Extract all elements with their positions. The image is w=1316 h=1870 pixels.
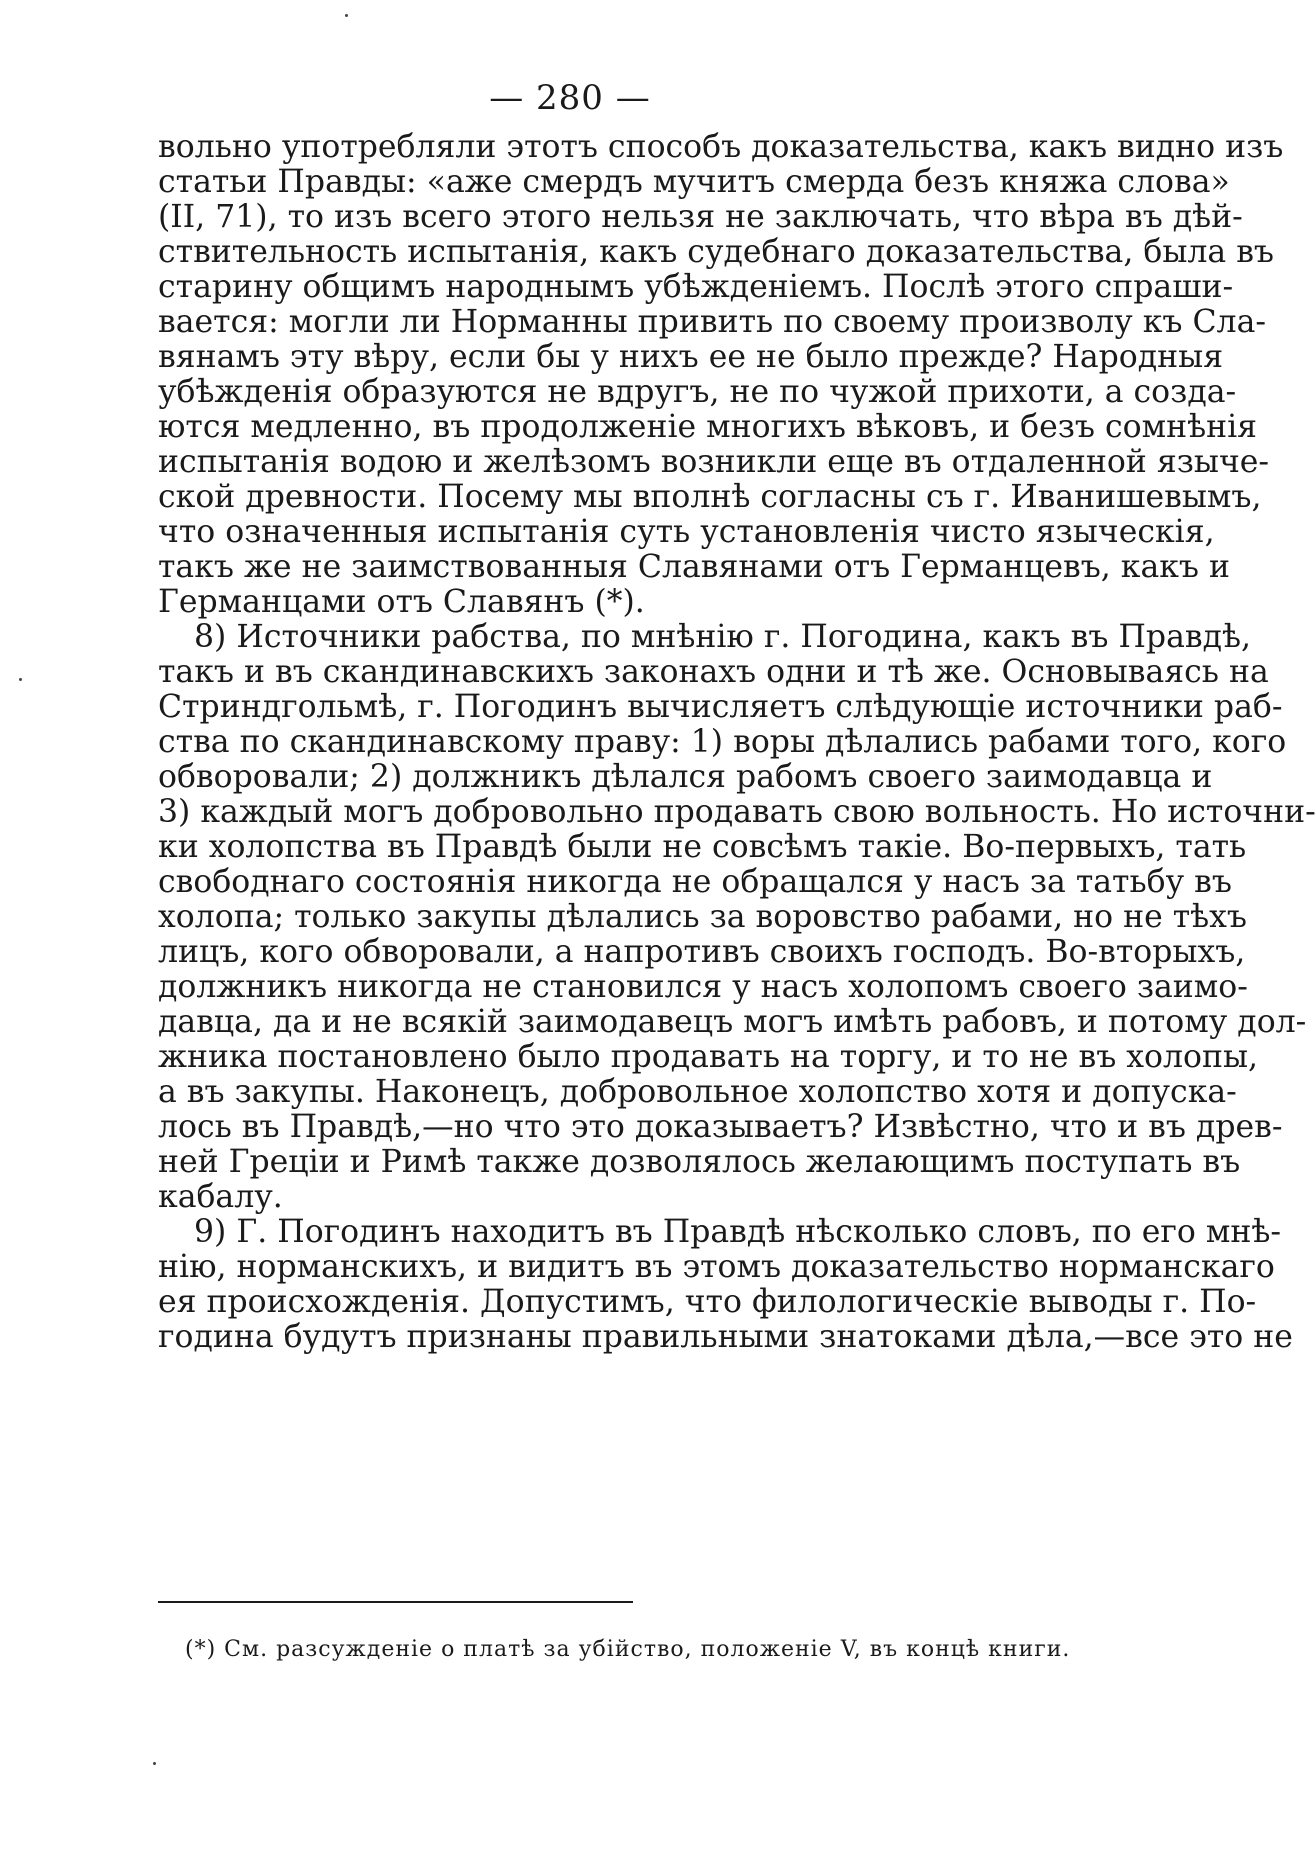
text-line: 9) Г. Погодинъ находитъ въ Правдѣ нѣсколько словъ, по его мнѣ- — [194, 1214, 1282, 1250]
text-line: такъ же не заимствованныя Славянами отъ Германцевъ, какъ и — [158, 549, 1230, 585]
text-line: а въ закупы. Наконецъ, добровольное холопство хотя и допуска- — [158, 1074, 1237, 1110]
print-speck — [345, 14, 348, 17]
text-line: давца, да и не всякій заимодавецъ могъ имѣть рабовъ, и потому дол- — [158, 1004, 1307, 1040]
text-line: Стриндгольмѣ, г. Погодинъ вычисляетъ слѣдующіе источники раб- — [158, 689, 1283, 725]
text-line: жника постановлено было продавать на торгу, и то не въ холопы, — [158, 1039, 1259, 1075]
text-line: Германцами отъ Славянъ (*). — [158, 584, 645, 620]
text-line: испытанія водою и желѣзомъ возникли еще въ отдаленной языче- — [158, 444, 1270, 480]
text-line: ней Греціи и Римѣ также дозволялось желающимъ поступать въ — [158, 1144, 1241, 1180]
text-line: ея происхожденія. Допустимъ, что филологическіе выводы г. По- — [158, 1284, 1257, 1320]
text-line: нію, норманскихъ, и видитъ въ этомъ доказательство норманскаго — [158, 1249, 1275, 1285]
text-line: ки холопства въ Правдѣ были не совсѣмъ такіе. Во-первыхъ, тать — [158, 829, 1247, 865]
text-line: ства по скандинавскому праву: 1) воры дѣлались рабами того, кого — [158, 724, 1287, 760]
text-line: обворовали; 2) должникъ дѣлался рабомъ своего заимодавца и — [158, 759, 1213, 795]
text-line: (II, 71), то изъ всего этого нельзя не заключать, что вѣра въ дѣй- — [158, 199, 1243, 235]
page-number: — 280 — — [489, 78, 651, 118]
text-line: вается: могли ли Норманны привить по своему произволу къ Сла- — [158, 304, 1266, 340]
text-line: что означенныя испытанія суть установленія чисто языческія, — [158, 514, 1215, 550]
text-line: 3) каждый могъ добровольно продавать свою вольность. Но источни- — [158, 794, 1316, 830]
text-line: лицъ, кого обворовали, а напротивъ своихъ господъ. Во-вторыхъ, — [158, 934, 1246, 970]
text-line: вольно употребляли этотъ способъ доказательства, какъ видно изъ — [158, 129, 1284, 165]
text-line: холопа; только закупы дѣлались за воровство рабами, но не тѣхъ — [158, 899, 1247, 935]
footnote: (*) См. разсужденіе о платѣ за убійство, положеніе V, въ концѣ книги. — [185, 1637, 1071, 1662]
text-line: вянамъ эту вѣру, если бы у нихъ ее не было прежде? Народныя — [158, 339, 1224, 375]
text-line: ской древности. Посему мы вполнѣ согласны съ г. Иванишевымъ, — [158, 479, 1262, 515]
text-line: кабалу. — [158, 1179, 283, 1215]
text-line: свободнаго состоянія никогда не обращался у насъ за татьбу въ — [158, 864, 1232, 900]
print-speck — [19, 678, 22, 681]
text-line: такъ и въ скандинавскихъ законахъ одни и тѣ же. Основываясь на — [158, 654, 1269, 690]
text-line: статьи Правды: «аже смердъ мучитъ смерда безъ княжа слова» — [158, 164, 1230, 200]
footnote-divider — [158, 1601, 633, 1603]
text-line: лось въ Правдѣ,—но что это доказываетъ? Извѣстно, что и въ древ- — [158, 1109, 1283, 1145]
text-line: убѣжденія образуются не вдругъ, не по чужой прихоти, а созда- — [158, 374, 1237, 410]
text-line: година будутъ признаны правильными знатоками дѣла,—все это не — [158, 1319, 1293, 1355]
text-line: ствительность испытанія, какъ судебнаго доказательства, была въ — [158, 234, 1274, 270]
text-line: должникъ никогда не становился у насъ холопомъ своего заимо- — [158, 969, 1248, 1005]
text-line: старину общимъ народнымъ убѣжденіемъ. Послѣ этого спраши- — [158, 269, 1234, 305]
print-speck — [153, 1762, 156, 1765]
text-line: ются медленно, въ продолженіе многихъ вѣковъ, и безъ сомнѣнія — [158, 409, 1258, 445]
text-line: 8) Источники рабства, по мнѣнію г. Погодина, какъ въ Правдѣ, — [194, 619, 1252, 655]
